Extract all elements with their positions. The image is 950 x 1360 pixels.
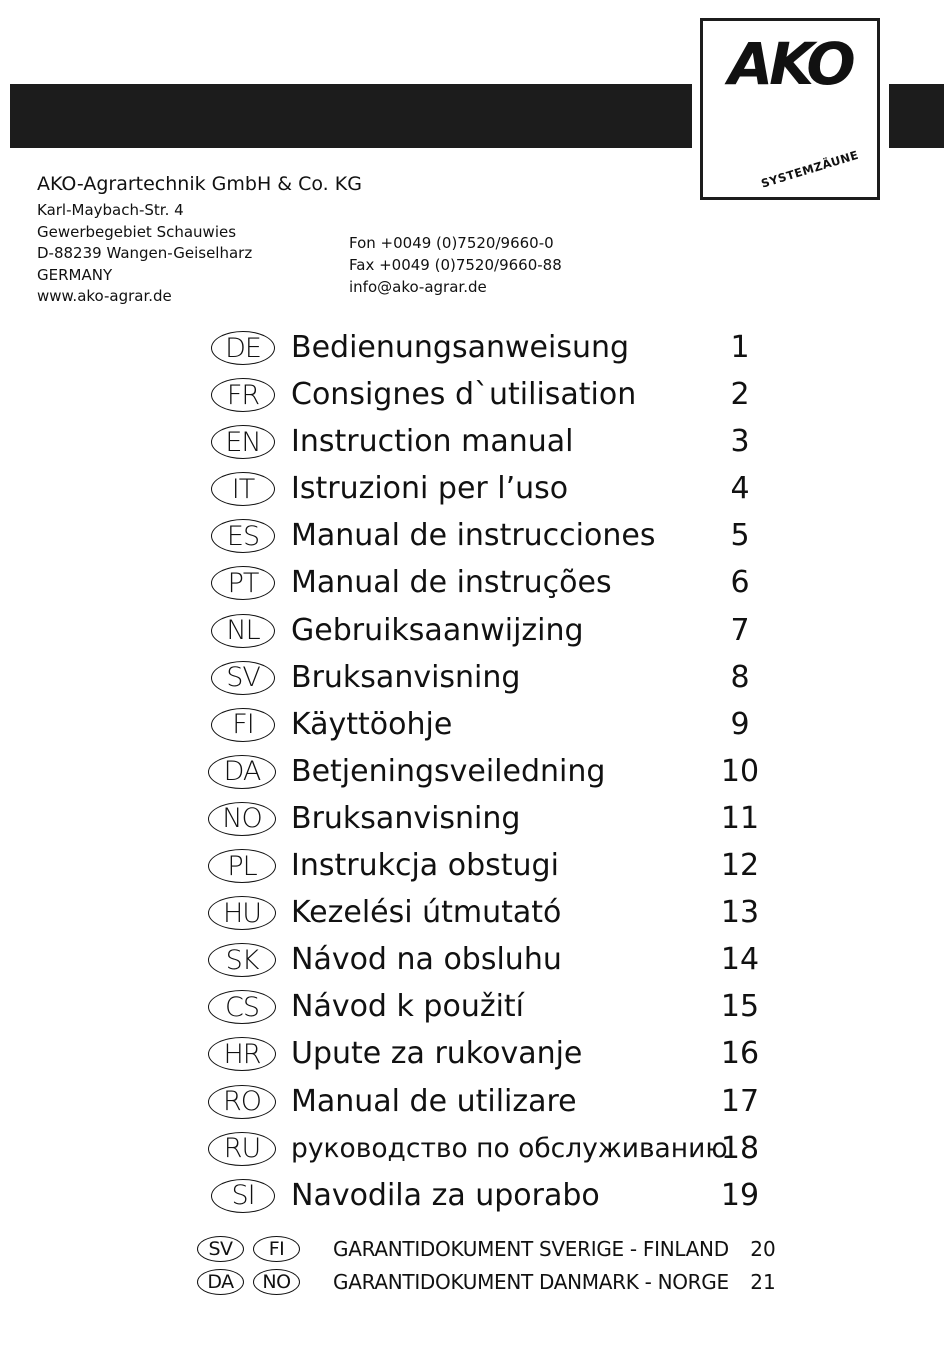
toc-title: Bruksanvisning bbox=[291, 659, 521, 695]
warranty-title: GARANTIDOKUMENT DANMARK - NORGE bbox=[333, 1270, 729, 1294]
logo-graphic bbox=[703, 21, 877, 197]
address-line: D-88239 Wangen-Geiselharz bbox=[37, 244, 253, 262]
toc-title: Käyttöohje bbox=[291, 706, 453, 742]
toc-row bbox=[0, 420, 950, 467]
header-bar-right bbox=[889, 84, 944, 148]
warranty-row bbox=[0, 1233, 950, 1266]
language-code-badge: NO bbox=[253, 1269, 300, 1295]
language-code-badge: HU bbox=[208, 896, 276, 930]
language-code-badge: EN bbox=[211, 425, 275, 459]
toc-row bbox=[0, 1174, 950, 1221]
header-bar-left bbox=[10, 84, 692, 148]
toc-page-number: 9 bbox=[730, 706, 750, 742]
toc-page-number: 13 bbox=[720, 895, 760, 931]
language-code-badge: RU bbox=[208, 1132, 276, 1166]
toc-title: Upute za rukovanje bbox=[291, 1036, 583, 1072]
toc-title: Kezelési útmutató bbox=[291, 895, 562, 931]
toc-title: Istruzioni per l’uso bbox=[291, 471, 569, 507]
warranty-section bbox=[0, 1233, 950, 1299]
language-code-badge: FR bbox=[211, 378, 275, 412]
address-line: Karl-Maybach-Str. 4 bbox=[37, 201, 184, 219]
toc-page-number: 8 bbox=[730, 659, 750, 695]
language-code-badge: SK bbox=[208, 943, 276, 977]
language-code-badge: CS bbox=[208, 990, 276, 1024]
toc-page-number: 12 bbox=[720, 848, 760, 884]
toc-row bbox=[0, 326, 950, 373]
toc-page-number: 17 bbox=[720, 1083, 760, 1119]
toc-title: Gebruiksaanwijzing bbox=[291, 612, 584, 648]
toc-title: Betjeningsveiledning bbox=[291, 753, 606, 789]
warranty-page-number: 21 bbox=[750, 1270, 776, 1294]
toc-row bbox=[0, 844, 950, 891]
toc-title: Instruction manual bbox=[291, 424, 574, 460]
toc-page-number: 11 bbox=[720, 800, 760, 836]
language-code-badge: HR bbox=[208, 1037, 276, 1071]
toc-title: руководство по обслуживанию bbox=[291, 1132, 728, 1164]
contact-block bbox=[349, 232, 562, 298]
language-code-badge: NO bbox=[208, 802, 276, 836]
toc-title: Bedienungsanweisung bbox=[291, 330, 630, 365]
company-name: AKO-Agrartechnik GmbH & Co. KG bbox=[37, 173, 362, 195]
table-of-contents bbox=[0, 326, 950, 1221]
contact-line: Fax +0049 (0)7520/9660-88 bbox=[349, 256, 562, 274]
warranty-title: GARANTIDOKUMENT SVERIGE - FINLAND bbox=[333, 1237, 729, 1261]
address-lines bbox=[37, 200, 362, 308]
toc-row bbox=[0, 750, 950, 797]
warranty-row bbox=[0, 1266, 950, 1299]
toc-title: Bruksanvisning bbox=[291, 800, 521, 836]
logo-tagline: SYSTEMZÄUNE bbox=[759, 147, 861, 191]
toc-row bbox=[0, 985, 950, 1032]
toc-page-number: 19 bbox=[720, 1177, 760, 1213]
toc-row bbox=[0, 703, 950, 750]
toc-row bbox=[0, 609, 950, 656]
toc-row bbox=[0, 1080, 950, 1127]
toc-title: Navodila za uporabo bbox=[291, 1177, 600, 1213]
language-code-badge: NL bbox=[211, 614, 275, 648]
toc-page-number: 15 bbox=[720, 989, 760, 1025]
address-line: Gewerbegebiet Schauwies bbox=[37, 222, 237, 241]
logo-text: AKO bbox=[728, 30, 852, 98]
warranty-page-number: 20 bbox=[750, 1237, 776, 1261]
language-code-badge: SV bbox=[197, 1236, 244, 1262]
toc-row bbox=[0, 561, 950, 608]
toc-page-number: 10 bbox=[720, 753, 760, 789]
toc-row bbox=[0, 373, 950, 420]
toc-title: Manual de instrucciones bbox=[291, 518, 656, 554]
language-code-badge: FI bbox=[253, 1236, 300, 1262]
toc-page-number: 4 bbox=[730, 471, 750, 507]
language-code-badge: DE bbox=[211, 331, 275, 365]
language-code-badge: RO bbox=[208, 1085, 276, 1119]
toc-page-number: 18 bbox=[720, 1130, 760, 1166]
toc-page-number: 1 bbox=[730, 330, 750, 365]
contact-line: Fon +0049 (0)7520/9660-0 bbox=[349, 234, 554, 252]
toc-page-number: 7 bbox=[730, 612, 750, 648]
toc-row bbox=[0, 467, 950, 514]
language-code-badge: IT bbox=[211, 472, 275, 506]
address-line: GERMANY bbox=[37, 265, 113, 284]
toc-page-number: 6 bbox=[730, 565, 750, 601]
toc-page-number: 5 bbox=[730, 518, 750, 554]
toc-title: Consignes d`utilisation bbox=[291, 377, 637, 413]
toc-row bbox=[0, 938, 950, 985]
toc-page-number: 2 bbox=[730, 377, 750, 413]
toc-row bbox=[0, 891, 950, 938]
toc-row bbox=[0, 1127, 950, 1174]
ako-logo bbox=[700, 18, 880, 200]
toc-page-number: 14 bbox=[720, 942, 760, 978]
language-code-badge: PL bbox=[208, 849, 276, 883]
toc-page-number: 3 bbox=[730, 424, 750, 460]
toc-row bbox=[0, 1032, 950, 1079]
address-line: www.ako-agrar.de bbox=[37, 287, 172, 305]
language-code-badge: SI bbox=[211, 1179, 275, 1213]
company-address-block bbox=[37, 172, 362, 308]
language-code-badge: SV bbox=[211, 661, 275, 695]
language-code-badge: FI bbox=[211, 708, 275, 742]
toc-title: Návod k použití bbox=[291, 989, 525, 1025]
language-code-badge: ES bbox=[211, 519, 275, 553]
language-code-badge: PT bbox=[211, 566, 275, 600]
language-code-badge: DA bbox=[197, 1269, 244, 1295]
language-code-badge: DA bbox=[208, 755, 276, 789]
toc-row bbox=[0, 797, 950, 844]
toc-row bbox=[0, 514, 950, 561]
toc-title: Návod na obsluhu bbox=[291, 942, 562, 978]
toc-page-number: 16 bbox=[720, 1036, 760, 1072]
toc-title: Manual de utilizare bbox=[291, 1083, 577, 1119]
toc-title: Instrukcja obstugi bbox=[291, 848, 559, 884]
toc-row bbox=[0, 656, 950, 703]
toc-title: Manual de instruções bbox=[291, 565, 612, 601]
contact-line: info@ako-agrar.de bbox=[349, 278, 487, 296]
